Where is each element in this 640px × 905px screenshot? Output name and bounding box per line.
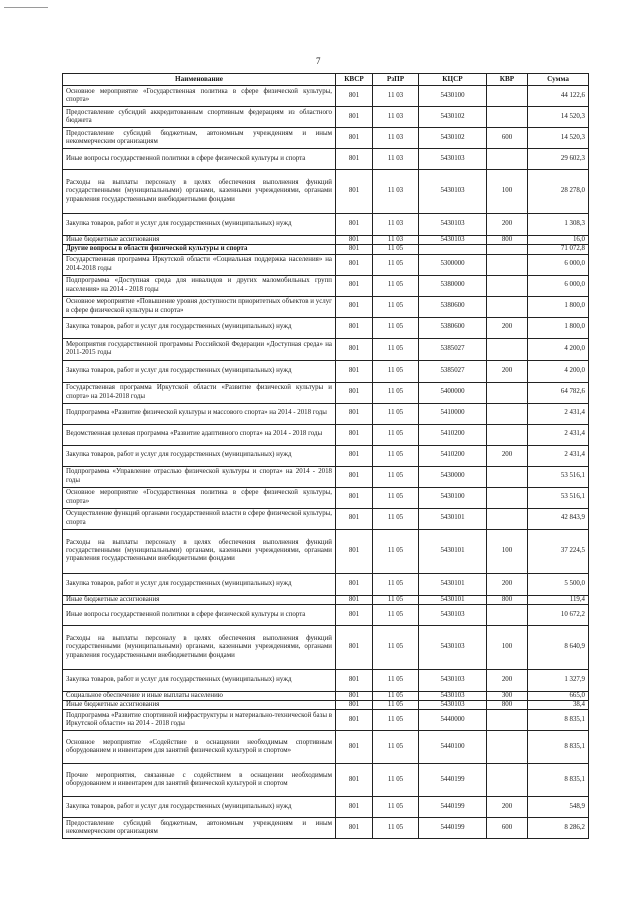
cell-rzpr: 11 03 <box>373 128 419 149</box>
cell-name: Основное мероприятие «Содействие в оснащении необходимым спортивным оборудованием и инвентарем для занятий физической культурой и спортом» <box>63 731 336 764</box>
cell-sum: 38,4 <box>528 701 589 710</box>
cell-kvr: 200 <box>487 445 528 466</box>
cell-kvsr: 801 <box>336 691 373 700</box>
cell-kvsr: 801 <box>336 128 373 149</box>
cell-kcsr: 5380600 <box>419 317 487 338</box>
cell-kvr: 800 <box>487 701 528 710</box>
cell-rzpr: 11 03 <box>373 236 419 245</box>
cell-sum: 2 431,4 <box>528 424 589 445</box>
cell-name: Расходы на выплаты персоналу в целях обеспечения выполнения функций государственными (муниципальными) органами, казенными учреждениями, органами управления государственными внебюджетными фондами <box>63 625 336 669</box>
cell-kvr <box>487 424 528 445</box>
cell-sum: 8 286,2 <box>528 818 589 839</box>
cell-rzpr: 11 05 <box>373 710 419 731</box>
cell-kcsr: 5400000 <box>419 382 487 403</box>
cell-sum: 8 640,9 <box>528 625 589 669</box>
page-edge-mark <box>4 7 48 8</box>
cell-name: Подпрограмма «Управление отраслью физической культуры и спорта» на 2014 - 2018 годы <box>63 466 336 487</box>
cell-kcsr: 5430102 <box>419 128 487 149</box>
cell-kvr: 800 <box>487 236 528 245</box>
column-header-rzpr: РзПР <box>373 74 419 86</box>
cell-rzpr: 11 03 <box>373 214 419 236</box>
cell-kvr: 800 <box>487 595 528 604</box>
cell-kcsr: 5385027 <box>419 360 487 382</box>
table-row <box>63 445 589 466</box>
cell-kcsr: 5410200 <box>419 445 487 466</box>
cell-kvr <box>487 382 528 403</box>
cell-kvsr: 801 <box>336 466 373 487</box>
cell-name: Подпрограмма «Развитие спортивной инфраструктуры и материально-технической базы в Иркутской области» на 2014 - 2018 годы <box>63 710 336 731</box>
table-row <box>63 245 589 254</box>
cell-kvr: 200 <box>487 573 528 595</box>
cell-sum: 29 602,3 <box>528 149 589 170</box>
cell-kvsr: 801 <box>336 245 373 254</box>
cell-kvr <box>487 296 528 317</box>
cell-sum: 4 200,0 <box>528 338 589 360</box>
cell-rzpr: 11 05 <box>373 245 419 254</box>
cell-name: Мероприятия государственной программы Российской Федерации «Доступная среда» на 2011-2015 годы <box>63 338 336 360</box>
table-row <box>63 764 589 797</box>
cell-sum: 44 122,6 <box>528 86 589 107</box>
cell-kvsr: 801 <box>336 86 373 107</box>
cell-name: Иные бюджетные ассигнования <box>63 701 336 710</box>
cell-rzpr: 11 05 <box>373 254 419 275</box>
table-row <box>63 214 589 236</box>
cell-kvr <box>487 710 528 731</box>
cell-sum: 71 072,8 <box>528 245 589 254</box>
cell-sum: 6 000,0 <box>528 254 589 275</box>
cell-sum: 28 278,0 <box>528 170 589 214</box>
cell-kcsr: 5440100 <box>419 731 487 764</box>
cell-sum: 8 835,1 <box>528 731 589 764</box>
cell-rzpr: 11 05 <box>373 424 419 445</box>
cell-sum: 10 672,2 <box>528 604 589 625</box>
cell-kcsr: 5430100 <box>419 86 487 107</box>
cell-name: Осуществление функций органами государственной власти в сфере физической культуры, спорта <box>63 508 336 529</box>
cell-kvsr: 801 <box>336 445 373 466</box>
cell-kcsr: 5440000 <box>419 710 487 731</box>
cell-rzpr: 11 03 <box>373 86 419 107</box>
cell-kvr: 300 <box>487 691 528 700</box>
cell-sum: 2 431,4 <box>528 403 589 424</box>
cell-rzpr: 11 05 <box>373 573 419 595</box>
table-row <box>63 296 589 317</box>
cell-name: Предоставление субсидий аккредитованным спортивным федерациям из областного бюджета <box>63 107 336 128</box>
table-row <box>63 508 589 529</box>
cell-sum: 37 224,5 <box>528 529 589 573</box>
cell-kvr: 100 <box>487 529 528 573</box>
cell-kvr <box>487 731 528 764</box>
cell-kvsr: 801 <box>336 764 373 797</box>
column-header-kvr: КВР <box>487 74 528 86</box>
cell-rzpr: 11 05 <box>373 764 419 797</box>
cell-sum: 5 500,0 <box>528 573 589 595</box>
cell-rzpr: 11 05 <box>373 529 419 573</box>
cell-kvr <box>487 254 528 275</box>
table-row <box>63 604 589 625</box>
table-row <box>63 625 589 669</box>
cell-kvsr: 801 <box>336 317 373 338</box>
cell-name: Основное мероприятие «Государственная политика в сфере физической культуры, спорта» <box>63 487 336 508</box>
cell-kvr <box>487 604 528 625</box>
cell-kvsr: 801 <box>336 382 373 403</box>
cell-kvr <box>487 86 528 107</box>
cell-kcsr: 5430101 <box>419 595 487 604</box>
cell-name: Государственная программа Иркутской области «Развитие физической культуры и спорта» на 2014-2018 годы <box>63 382 336 403</box>
cell-kcsr: 5430103 <box>419 604 487 625</box>
column-header-kcsr: КЦСР <box>419 74 487 86</box>
cell-kcsr: 5440199 <box>419 818 487 839</box>
table-row <box>63 701 589 710</box>
cell-kvsr: 801 <box>336 403 373 424</box>
cell-sum: 1 327,9 <box>528 669 589 691</box>
cell-rzpr: 11 05 <box>373 445 419 466</box>
cell-sum: 14 520,3 <box>528 128 589 149</box>
cell-kvsr: 801 <box>336 604 373 625</box>
table-row <box>63 573 589 595</box>
cell-name: Закупка товаров, работ и услуг для государственных (муниципальных) нужд <box>63 445 336 466</box>
cell-rzpr: 11 05 <box>373 487 419 508</box>
cell-kvsr: 801 <box>336 710 373 731</box>
cell-name: Расходы на выплаты персоналу в целях обеспечения выполнения функций государственными (муниципальными) органами, казенными учреждениями, органами управления государственными внебюджетными фондами <box>63 170 336 214</box>
cell-kvr <box>487 466 528 487</box>
table-row <box>63 403 589 424</box>
cell-rzpr: 11 05 <box>373 508 419 529</box>
cell-rzpr: 11 05 <box>373 669 419 691</box>
cell-sum: 6 000,0 <box>528 275 589 296</box>
cell-kvsr: 801 <box>336 236 373 245</box>
column-header-name: Наименование <box>63 74 336 86</box>
cell-rzpr: 11 03 <box>373 107 419 128</box>
cell-name: Подпрограмма «Доступная среда для инвалидов и других маломобильных групп населения» на 2014 - 2018 годы <box>63 275 336 296</box>
cell-kvsr: 801 <box>336 149 373 170</box>
table-row <box>63 86 589 107</box>
cell-name: Закупка товаров, работ и услуг для государственных (муниципальных) нужд <box>63 214 336 236</box>
cell-sum: 14 520,3 <box>528 107 589 128</box>
cell-name: Подпрограмма «Развитие физической культуры и массового спорта» на 2014 - 2018 годы <box>63 403 336 424</box>
cell-name: Закупка товаров, работ и услуг для государственных (муниципальных) нужд <box>63 573 336 595</box>
cell-kvsr: 801 <box>336 625 373 669</box>
budget-table <box>62 73 589 839</box>
table-row <box>63 254 589 275</box>
cell-sum: 1 308,3 <box>528 214 589 236</box>
cell-kvr: 100 <box>487 625 528 669</box>
cell-kvsr: 801 <box>336 254 373 275</box>
cell-kvr: 100 <box>487 170 528 214</box>
table-row <box>63 669 589 691</box>
cell-name: Иные вопросы государственной политики в сфере физической культуры и спорта <box>63 149 336 170</box>
cell-name: Предоставление субсидий бюджетным, автономным учреждениям и иным некоммерческим организациям <box>63 128 336 149</box>
cell-kcsr: 5430101 <box>419 573 487 595</box>
cell-name: Ведомственная целевая программа «Развитие адаптивного спорта» на 2014 - 2018 годы <box>63 424 336 445</box>
table-row <box>63 710 589 731</box>
column-header-kvsr: КВСР <box>336 74 373 86</box>
cell-kcsr: 5430103 <box>419 701 487 710</box>
cell-rzpr: 11 05 <box>373 275 419 296</box>
cell-rzpr: 11 05 <box>373 691 419 700</box>
cell-kvsr: 801 <box>336 508 373 529</box>
cell-kcsr: 5410200 <box>419 424 487 445</box>
cell-sum: 2 431,4 <box>528 445 589 466</box>
table-row <box>63 818 589 839</box>
cell-kvsr: 801 <box>336 669 373 691</box>
cell-kvsr: 801 <box>336 107 373 128</box>
cell-kvr: 600 <box>487 128 528 149</box>
cell-kvsr: 801 <box>336 214 373 236</box>
cell-sum: 4 200,0 <box>528 360 589 382</box>
cell-kvr: 200 <box>487 317 528 338</box>
cell-sum: 64 782,6 <box>528 382 589 403</box>
cell-rzpr: 11 03 <box>373 170 419 214</box>
table-row <box>63 731 589 764</box>
table-row <box>63 691 589 700</box>
cell-rzpr: 11 05 <box>373 403 419 424</box>
cell-sum: 1 800,0 <box>528 317 589 338</box>
cell-rzpr: 11 05 <box>373 797 419 818</box>
table-row <box>63 529 589 573</box>
cell-name: Государственная программа Иркутской области «Социальная поддержка населения» на 2014-2018 годы <box>63 254 336 275</box>
table-row <box>63 275 589 296</box>
table-row <box>63 170 589 214</box>
cell-kcsr: 5440199 <box>419 764 487 797</box>
cell-name: Закупка товаров, работ и услуг для государственных (муниципальных) нужд <box>63 360 336 382</box>
table-row <box>63 236 589 245</box>
cell-kcsr: 5440199 <box>419 797 487 818</box>
page-number: 7 <box>316 56 321 66</box>
cell-rzpr: 11 05 <box>373 731 419 764</box>
cell-kvsr: 801 <box>336 529 373 573</box>
cell-kcsr: 5410000 <box>419 403 487 424</box>
cell-kvsr: 801 <box>336 275 373 296</box>
table-row <box>63 382 589 403</box>
table-row <box>63 424 589 445</box>
cell-kcsr: 5430103 <box>419 149 487 170</box>
cell-kcsr <box>419 245 487 254</box>
cell-kvsr: 801 <box>336 360 373 382</box>
table-row <box>63 797 589 818</box>
table-row <box>63 595 589 604</box>
cell-name: Закупка товаров, работ и услуг для государственных (муниципальных) нужд <box>63 797 336 818</box>
cell-rzpr: 11 05 <box>373 296 419 317</box>
cell-kvsr: 801 <box>336 296 373 317</box>
cell-name: Расходы на выплаты персоналу в целях обеспечения выполнения функций государственными (муниципальными) органами, казенными учреждениями, органами управления государственными внебюджетными фондами <box>63 529 336 573</box>
cell-kvr <box>487 275 528 296</box>
cell-kcsr: 5430101 <box>419 529 487 573</box>
table-row <box>63 466 589 487</box>
cell-kvr: 200 <box>487 360 528 382</box>
cell-name: Другие вопросы в области физической культуры и спорта <box>63 245 336 254</box>
cell-kvsr: 801 <box>336 424 373 445</box>
cell-kcsr: 5430102 <box>419 107 487 128</box>
cell-name: Иные бюджетные ассигнования <box>63 236 336 245</box>
cell-kvsr: 801 <box>336 818 373 839</box>
cell-rzpr: 11 05 <box>373 338 419 360</box>
cell-rzpr: 11 05 <box>373 317 419 338</box>
cell-kvsr: 801 <box>336 797 373 818</box>
cell-kvsr: 801 <box>336 595 373 604</box>
cell-sum: 8 835,1 <box>528 764 589 797</box>
cell-kvr <box>487 245 528 254</box>
column-header-sum: Сумма <box>528 74 589 86</box>
cell-kvsr: 801 <box>336 170 373 214</box>
cell-sum: 42 843,9 <box>528 508 589 529</box>
cell-kvr <box>487 487 528 508</box>
cell-name: Иные вопросы государственной политики в сфере физической культуры и спорта <box>63 604 336 625</box>
cell-kcsr: 5430100 <box>419 487 487 508</box>
cell-kvsr: 801 <box>336 338 373 360</box>
cell-sum: 665,0 <box>528 691 589 700</box>
cell-rzpr: 11 05 <box>373 382 419 403</box>
cell-kvsr: 801 <box>336 731 373 764</box>
cell-kcsr: 5430103 <box>419 236 487 245</box>
cell-kvr: 200 <box>487 669 528 691</box>
cell-kvr: 200 <box>487 214 528 236</box>
cell-kcsr: 5380600 <box>419 296 487 317</box>
cell-kvsr: 801 <box>336 487 373 508</box>
cell-sum: 53 516,1 <box>528 487 589 508</box>
cell-rzpr: 11 05 <box>373 604 419 625</box>
cell-rzpr: 11 05 <box>373 595 419 604</box>
table-row <box>63 317 589 338</box>
table-row <box>63 107 589 128</box>
table-row <box>63 149 589 170</box>
cell-kcsr: 5430000 <box>419 466 487 487</box>
cell-kvsr: 801 <box>336 701 373 710</box>
cell-kcsr: 5430103 <box>419 691 487 700</box>
cell-kcsr: 5300000 <box>419 254 487 275</box>
table-header-row <box>63 74 589 86</box>
table-row <box>63 487 589 508</box>
table-row <box>63 338 589 360</box>
cell-kvr: 200 <box>487 797 528 818</box>
cell-sum: 53 516,1 <box>528 466 589 487</box>
cell-name: Закупка товаров, работ и услуг для государственных (муниципальных) нужд <box>63 669 336 691</box>
cell-name: Закупка товаров, работ и услуг для государственных (муниципальных) нужд <box>63 317 336 338</box>
cell-rzpr: 11 05 <box>373 360 419 382</box>
cell-kcsr: 5430103 <box>419 170 487 214</box>
cell-rzpr: 11 05 <box>373 701 419 710</box>
cell-kvr: 600 <box>487 818 528 839</box>
cell-kcsr: 5430103 <box>419 669 487 691</box>
cell-sum: 548,9 <box>528 797 589 818</box>
cell-kvr <box>487 508 528 529</box>
cell-name: Прочие мероприятия, связанные с содействием в оснащении необходимым оборудованием и инвентарем для занятий физической культурой и спортом <box>63 764 336 797</box>
cell-name: Иные бюджетные ассигнования <box>63 595 336 604</box>
cell-kvr <box>487 403 528 424</box>
cell-kcsr: 5430101 <box>419 508 487 529</box>
cell-kvr <box>487 149 528 170</box>
cell-rzpr: 11 03 <box>373 149 419 170</box>
cell-kvsr: 801 <box>336 573 373 595</box>
cell-rzpr: 11 05 <box>373 625 419 669</box>
cell-name: Основное мероприятие «Государственная политика в сфере физической культуры, спорта» <box>63 86 336 107</box>
cell-name: Социальное обеспечение и иные выплаты населению <box>63 691 336 700</box>
cell-name: Предоставление субсидий бюджетным, автономным учреждениям и иным некоммерческим организациям <box>63 818 336 839</box>
cell-kvr <box>487 764 528 797</box>
cell-rzpr: 11 05 <box>373 818 419 839</box>
cell-sum: 16,0 <box>528 236 589 245</box>
cell-kvr <box>487 338 528 360</box>
cell-kcsr: 5385027 <box>419 338 487 360</box>
table-body <box>63 86 589 839</box>
cell-sum: 8 835,1 <box>528 710 589 731</box>
cell-kcsr: 5430103 <box>419 625 487 669</box>
cell-rzpr: 11 05 <box>373 466 419 487</box>
cell-kvr <box>487 107 528 128</box>
table-row <box>63 128 589 149</box>
cell-name: Основное мероприятие «Повышение уровня доступности приоритетных объектов и услуг в сфере физической культуры и спорта» <box>63 296 336 317</box>
table-row <box>63 360 589 382</box>
cell-kcsr: 5430103 <box>419 214 487 236</box>
cell-sum: 119,4 <box>528 595 589 604</box>
cell-kcsr: 5380000 <box>419 275 487 296</box>
cell-sum: 1 800,0 <box>528 296 589 317</box>
